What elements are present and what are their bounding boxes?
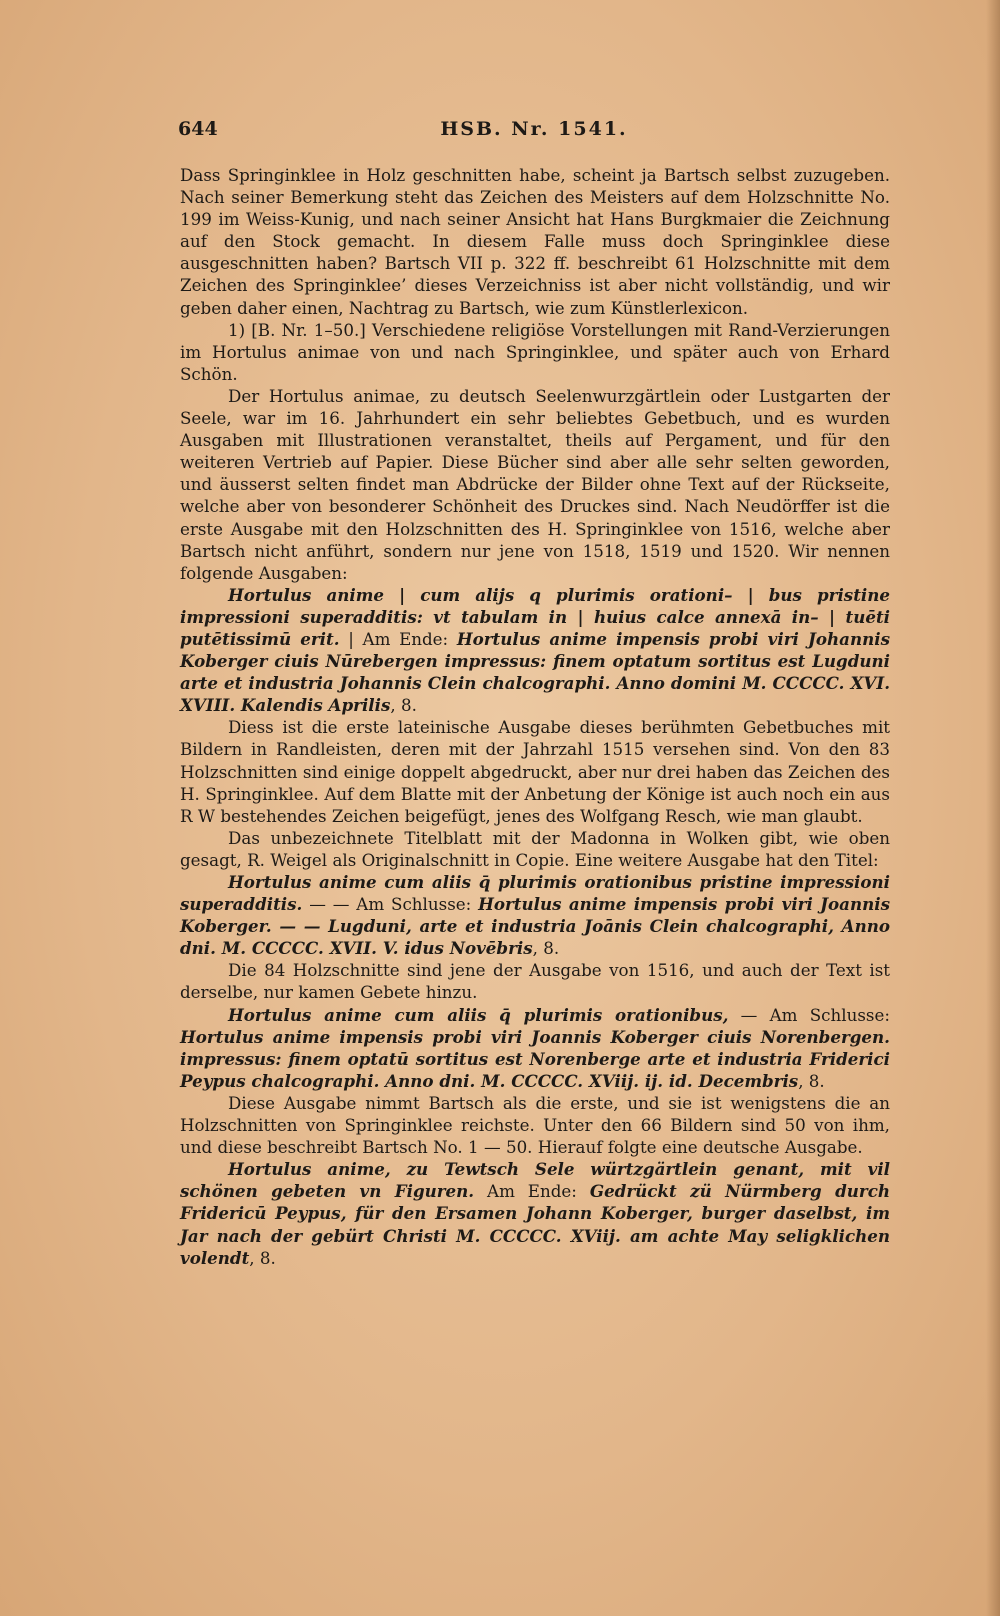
paragraph-text: Die 84 Holzschnitte sind jene der Ausgabe von 1516, und auch der Text ist derselbe, nur kamen Gebete hinzu.	[180, 960, 890, 1003]
edition-entry	[180, 1004, 890, 1092]
edition-title: Hortulus anime | cum alijs q plurimis orationi– | bus pristine impressioni superadditis: vt tabulam in | huius calce annexā in– | tuēti putētissimū erit.	[180, 584, 890, 649]
paragraph	[180, 164, 890, 319]
edition-colophon: Hortulus anime impensis probi viri Joannis Koberger ciuis Norenbergen. impressus: finem optatū sortitus est Norenberge arte et industria Friderici Peypus chalcographi. Anno dni. M. CCCCC. XViij. ij. id. Decembris	[180, 1026, 890, 1091]
paragraph-text: 1) [B. Nr. 1–50.] Verschiedene religiöse Vorstellungen mit Rand-Verzierungen im Hortulus animae von und nach Springinklee, und später auch von Erhard Schön.	[180, 319, 890, 384]
edition-colophon: Hortulus anime impensis probi viri Joannis Koberger. — — Lugduni, arte et industria Joānis Clein chalcographi, Anno dni. M. CCCCC. XVII. V. idus Novēbris	[180, 894, 890, 959]
page-edge-shadow	[986, 0, 1000, 1616]
page-number: 644	[178, 118, 218, 140]
paragraph	[180, 959, 890, 1003]
paragraph-text: — — Am Schlusse:	[302, 894, 479, 915]
running-title: HSB. Nr. 1541.	[440, 118, 628, 140]
edition-title: Hortulus anime cum aliis q̄ plurimis orationibus pristine impressioni superadditis.	[180, 872, 890, 915]
edition-colophon: Hortulus anime impensis probi viri Johannis Koberger ciuis Nūrebergen impressus: finem optatum sortitus est Lugduni arte et industria Johannis Clein chalcographi. Anno domini M. CCCCC. XVI. XVIII. Kalendis Aprilis	[180, 628, 890, 716]
paragraph	[180, 827, 890, 871]
paragraph-text: — Am Schlusse:	[728, 1004, 890, 1025]
edition-entry	[180, 871, 890, 959]
body-text	[180, 164, 890, 1269]
paragraph-text: Am Ende:	[474, 1181, 590, 1202]
edition-title: Hortulus anime, zu Tewtsch Sele würtzgärtlein genant, mit vil schönen gebeten vn Figuren.	[180, 1159, 890, 1202]
paragraph	[180, 385, 890, 584]
edition-title: Hortulus anime cum aliis q̄ plurimis orationibus,	[228, 1004, 729, 1025]
edition-format: , 8.	[798, 1070, 825, 1091]
edition-format: , 8.	[390, 695, 417, 716]
edition-entry	[180, 1158, 890, 1268]
page-header	[178, 118, 890, 148]
paragraph	[180, 716, 890, 826]
edition-format: , 8.	[249, 1247, 276, 1268]
edition-entry	[180, 584, 890, 717]
paragraph	[180, 319, 890, 385]
paragraph-text: Das unbezeichnete Titelblatt mit der Madonna in Wolken gibt, wie oben gesagt, R. Weigel als Originalschnitt in Copie. Eine weitere Ausgabe hat den Titel:	[180, 827, 890, 870]
paragraph-text: Diese Ausgabe nimmt Bartsch als die erste, und sie ist wenigstens die an Holzschnitten von Springinklee reichste. Unter den 66 Bildern sind 50 von ihm, und diese beschreibt Bartsch No. 1 — 50. Hierauf folgte eine deutsche Ausgabe.	[180, 1092, 890, 1158]
paragraph-text: Dass Springinklee in Holz geschnitten habe, scheint ja Bartsch selbst zuzugeben. Nach seiner Bemerkung steht das Zeichen des Meisters auf dem Holzschnitte No. 199 im Weiss-Kunig, und nach seiner Ansicht hat Hans Burgkmaier die Zeichnung auf den Stock gemacht. In diesem Falle muss doch Springinklee diese ausgeschnitten haben? Bartsch VII p. 322 ff. beschreibt 61 Holzschnitte mit dem Zeichen des Springinklee’ dieses Verzeichniss ist aber nicht vollständig, und wir geben daher einen, Nachtrag zu Bartsch, wie zum Künstlerlexicon.	[180, 165, 890, 318]
paragraph-text: | Am Ende:	[339, 628, 457, 649]
edition-colophon: Gedrückt zü Nürmberg durch Fridericū Peypus, für den Ersamen Johann Koberger, burger daselbst, im Jar nach der gebürt Christi M. CCCCC. XViij. am achte May seligklichen volendt	[180, 1181, 890, 1268]
paragraph-text: Diess ist die erste lateinische Ausgabe dieses berühmten Gebetbuches mit Bildern in Randleisten, deren mit der Jahrzahl 1515 versehen sind. Von den 83 Holzschnitten sind einige doppelt abgedruckt, aber nur drei haben das Zeichen des H. Springinklee. Auf dem Blatte mit der Anbetung der Könige ist auch noch ein aus R W bestehendes Zeichen beigefügt, jenes des Wolfgang Resch, wie man glaubt.	[180, 717, 890, 826]
paragraph	[180, 1092, 890, 1158]
edition-format: , 8.	[532, 938, 560, 959]
paragraph-text: Der Hortulus animae, zu deutsch Seelenwurzgärtlein oder Lustgarten der Seele, war im 16. Jahrhundert ein sehr beliebtes Gebetbuch, und es wurden Ausgaben mit Illustrationen veranstaltet, theils auf Pergament, und für den weiteren Vertrieb auf Papier. Diese Bücher sind aber alle sehr selten geworden, und äusserst selten findet man Abdrücke der Bilder ohne Text auf der Rückseite, welche aber von besonderer Schönheit des Druckes sind. Nach Neudörffer ist die erste Ausgabe mit den Holzschnitten des H. Springinklee von 1516, welche aber Bartsch nicht anführt, sondern nur jene von 1518, 1519 und 1520. Wir nennen folgende Ausgaben:	[180, 385, 890, 583]
